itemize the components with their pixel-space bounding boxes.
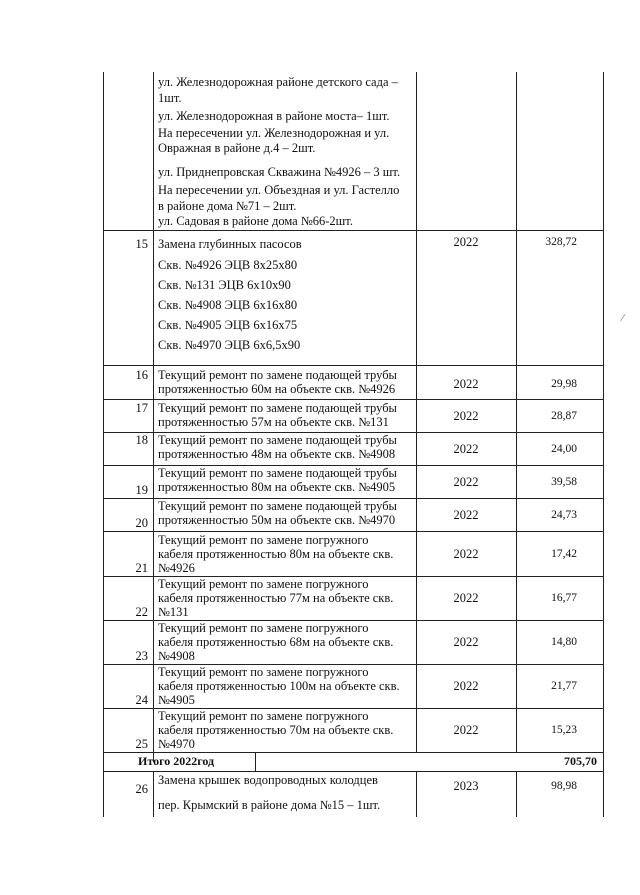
row-number: 20	[135, 516, 148, 530]
row-number: 22	[135, 605, 148, 619]
row-year: 2022	[453, 635, 479, 649]
row-year: 2022	[453, 409, 479, 423]
continuation-line: ул. Железнодорожная районе детского сада –	[158, 75, 398, 89]
row-number: 23	[135, 649, 148, 663]
row-description-line: Скв. №4926 ЭЦВ 8х25х80	[158, 258, 298, 272]
row-description-line: кабеля протяженностью 68м на объекте скв.	[158, 635, 394, 649]
row-description-line: №4905	[158, 693, 195, 707]
row-line	[103, 365, 603, 366]
continuation-line: 1шт.	[158, 91, 182, 105]
continuation-line: ул. Приднепровская Скважина №4926 – 3 шт.	[158, 165, 401, 179]
row-sum: 17,42	[551, 548, 577, 560]
row-description-line: №131	[158, 605, 189, 619]
row-sum: 328,72	[545, 236, 577, 248]
row-description-line: Текущий ремонт по замене подающей трубы	[158, 433, 397, 447]
row-description-line: пер. Крымский в районе дома №15 – 1шт.	[158, 798, 381, 812]
row-description-line: Текущий ремонт по замене подающей трубы	[158, 466, 397, 480]
row-year: 2022	[453, 723, 479, 737]
row-sum: 15,23	[551, 724, 577, 736]
row-description-line: протяженностью 57м на объекте скв. №131	[158, 415, 389, 429]
row-sum: 21,77	[551, 680, 577, 692]
row-year: 2023	[453, 779, 479, 793]
row-description-line: Скв. №131 ЭЦВ 6х10х90	[158, 278, 291, 292]
row-description-line: кабеля протяженностью 80м на объекте скв.	[158, 547, 394, 561]
row-number: 25	[135, 737, 148, 751]
continuation-line: ул. Железнодорожная в районе моста– 1шт.	[158, 109, 390, 123]
row-number: 16	[135, 368, 148, 382]
row-description-line: Текущий ремонт по замене подающей трубы	[158, 499, 397, 513]
row-description-line: Замена крышек водопроводных колодцев	[158, 773, 378, 787]
row-description-line: Текущий ремонт по замене подающей трубы	[158, 401, 397, 415]
row-number: 15	[135, 237, 148, 251]
total-divider	[255, 752, 256, 771]
row-description-line: протяженностью 50м на объекте скв. №4970	[158, 513, 396, 527]
table-border-right	[603, 72, 604, 817]
row-description-line: кабеля протяженностью 70м на объекте скв.	[158, 723, 394, 737]
row-number: 17	[135, 401, 148, 415]
row-number: 24	[135, 693, 148, 707]
row-line	[103, 230, 603, 231]
table-border-num-lower	[153, 771, 154, 817]
row-sum: 28,87	[551, 410, 577, 422]
continuation-line: Овражная в районе д.4 – 2шт.	[158, 141, 316, 155]
continuation-line: На пересечении ул. Объездная и ул. Гастелло	[158, 183, 400, 197]
row-description-line: Текущий ремонт по замене подающей трубы	[158, 368, 397, 382]
total-sum: 705,70	[564, 754, 597, 768]
row-number: 21	[135, 561, 148, 575]
row-description-line: кабеля протяженностью 77м на объекте скв.	[158, 591, 394, 605]
row-description-line: протяженностью 60м на объекте скв. №4926	[158, 382, 396, 396]
continuation-line: ул. Садовая в районе дома №66-2шт.	[158, 214, 353, 228]
row-number: 19	[135, 483, 148, 497]
row-year: 2022	[453, 377, 479, 391]
row-description-line: Скв. №4970 ЭЦВ 6х6,5х90	[158, 338, 301, 352]
row-year: 2022	[453, 679, 479, 693]
row-description-line: кабеля протяженностью 100м на объекте скв.	[158, 679, 400, 693]
row-description-line: №4926	[158, 561, 195, 575]
row-description-line: Текущий ремонт по замене погружного	[158, 577, 369, 591]
total-label: Итого 2022год	[138, 754, 215, 768]
row-description-line: №4970	[158, 737, 195, 751]
row-sum: 24,00	[551, 443, 577, 455]
row-description-line: Скв. №4908 ЭЦВ 6х16х80	[158, 298, 298, 312]
row-description-line: Текущий ремонт по замене погружного	[158, 533, 369, 547]
table-border-left	[103, 72, 104, 817]
continuation-line: На пересечении ул. Железнодорожная и ул.	[158, 126, 390, 140]
row-description-line: №4908	[158, 649, 195, 663]
row-number: 18	[135, 433, 148, 447]
row-sum: 29,98	[551, 378, 577, 390]
row-sum: 24,73	[551, 509, 577, 521]
row-description-line: Текущий ремонт по замене погружного	[158, 621, 369, 635]
row-number: 26	[135, 782, 148, 796]
row-year: 2022	[453, 475, 479, 489]
row-year: 2022	[453, 508, 479, 522]
row-year: 2022	[453, 547, 479, 561]
row-description-line: Замена глубинных пасосов	[158, 237, 302, 251]
row-year: 2022	[453, 442, 479, 456]
row-sum: 16,77	[551, 592, 577, 604]
row-description-line: Текущий ремонт по замене погружного	[158, 709, 369, 723]
table-border-num	[153, 72, 154, 762]
row-description-line: Текущий ремонт по замене погружного	[158, 665, 369, 679]
row-sum: 14,80	[551, 636, 577, 648]
row-sum: 39,58	[551, 476, 577, 488]
row-sum: 98,98	[551, 780, 577, 792]
row-year: 2022	[453, 591, 479, 605]
margin-mark: ⁄	[622, 313, 624, 324]
continuation-line: в районе дома №71 – 2шт.	[158, 199, 297, 213]
row-year: 2022	[453, 235, 479, 249]
row-description-line: Скв. №4905 ЭЦВ 6х16х75	[158, 318, 298, 332]
row-description-line: протяженностью 80м на объекте скв. №4905	[158, 480, 396, 494]
row-description-line: протяженностью 48м на объекте скв. №4908	[158, 447, 396, 461]
